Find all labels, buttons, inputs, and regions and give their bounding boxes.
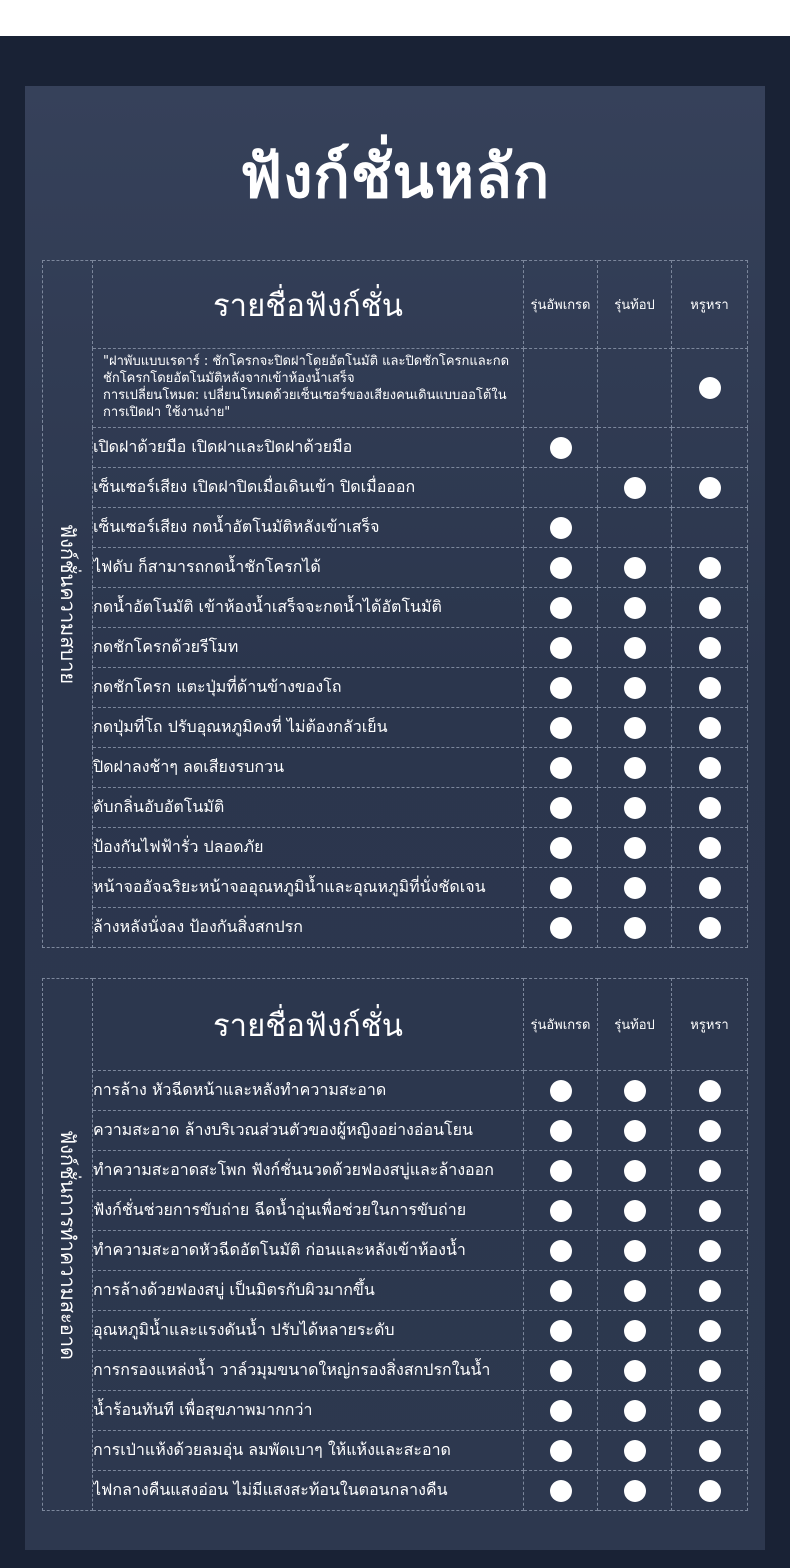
available-dot-icon <box>624 1160 646 1182</box>
feature-availability-cell <box>672 1471 748 1511</box>
feature-availability-cell <box>524 349 598 428</box>
available-dot-icon <box>699 677 721 699</box>
function-list-header: รายชื่อฟังก์ชั่น <box>93 261 524 349</box>
feature-availability-cell <box>598 1471 672 1511</box>
feature-availability-cell <box>598 908 672 948</box>
available-dot-icon <box>624 1240 646 1262</box>
table-row <box>43 1311 748 1351</box>
feature-availability-cell <box>598 668 672 708</box>
table-row <box>43 828 748 868</box>
table-row <box>43 1191 748 1231</box>
luxury-model-header: หรูหรา <box>672 979 748 1071</box>
feature-availability-cell <box>524 548 598 588</box>
available-dot-icon <box>699 717 721 739</box>
feature-availability-cell <box>524 748 598 788</box>
feature-availability-cell <box>672 1151 748 1191</box>
feature-availability-cell <box>524 588 598 628</box>
side-category-label: ฟังก์ชั่นความสบาย <box>55 523 80 685</box>
table-row <box>43 908 748 948</box>
side-category-cell <box>43 979 93 1511</box>
feature-availability-cell <box>524 1471 598 1511</box>
available-dot-icon <box>624 477 646 499</box>
table-row <box>43 428 748 468</box>
table-row <box>43 588 748 628</box>
feature-availability-cell <box>672 708 748 748</box>
feature-availability-cell <box>524 1351 598 1391</box>
feature-availability-cell <box>524 668 598 708</box>
feature-availability-cell <box>672 588 748 628</box>
available-dot-icon <box>624 917 646 939</box>
feature-availability-cell <box>598 788 672 828</box>
available-dot-icon <box>699 1160 721 1182</box>
feature-availability-cell <box>524 788 598 828</box>
feature-availability-cell <box>524 1231 598 1271</box>
feature-name: น้ำร้อนทันที เพื่อสุขภาพมากกว่า <box>93 1391 524 1431</box>
table-row <box>43 1111 748 1151</box>
available-dot-icon <box>550 1320 572 1342</box>
available-dot-icon <box>624 557 646 579</box>
feature-availability-cell <box>598 1311 672 1351</box>
feature-availability-cell <box>598 1111 672 1151</box>
available-dot-icon <box>550 1240 572 1262</box>
available-dot-icon <box>699 557 721 579</box>
available-dot-icon <box>624 877 646 899</box>
available-dot-icon <box>550 517 572 539</box>
available-dot-icon <box>550 1400 572 1422</box>
feature-availability-cell <box>672 1391 748 1431</box>
table-row <box>43 349 748 428</box>
feature-availability-cell <box>598 1391 672 1431</box>
available-dot-icon <box>699 637 721 659</box>
feature-name: อุณหภูมิน้ำและแรงดันน้ำ ปรับได้หลายระดับ <box>93 1311 524 1351</box>
feature-name: ปิดฝาลงช้าๆ ลดเสียงรบกวน <box>93 748 524 788</box>
feature-availability-cell <box>672 1191 748 1231</box>
available-dot-icon <box>550 1160 572 1182</box>
available-dot-icon <box>699 477 721 499</box>
feature-availability-cell <box>598 1151 672 1191</box>
feature-availability-cell <box>598 828 672 868</box>
feature-availability-cell <box>598 708 672 748</box>
available-dot-icon <box>550 637 572 659</box>
feature-availability-cell <box>598 349 672 428</box>
feature-name: ทำความสะอาดสะโพก ฟังก์ชั่นนวดด้วยฟองสบู่และล้างออก <box>93 1151 524 1191</box>
feature-availability-cell <box>524 628 598 668</box>
feature-availability-cell <box>672 628 748 668</box>
available-dot-icon <box>550 1200 572 1222</box>
table-row <box>43 1231 748 1271</box>
feature-availability-cell <box>524 1111 598 1151</box>
feature-availability-cell <box>672 1231 748 1271</box>
table-row <box>43 468 748 508</box>
available-dot-icon <box>699 1200 721 1222</box>
feature-name: การล้าง หัวฉีดหน้าและหลังทำความสะอาด <box>93 1071 524 1111</box>
side-category-cell <box>43 261 93 948</box>
available-dot-icon <box>624 1280 646 1302</box>
feature-name: ดับกลิ่นอับอัตโนมัติ <box>93 788 524 828</box>
top-model-header: รุ่นท้อป <box>598 979 672 1071</box>
feature-availability-cell <box>672 788 748 828</box>
available-dot-icon <box>550 1120 572 1142</box>
feature-availability-cell <box>598 1231 672 1271</box>
available-dot-icon <box>550 1360 572 1382</box>
feature-availability-cell <box>598 1271 672 1311</box>
available-dot-icon <box>550 557 572 579</box>
available-dot-icon <box>699 757 721 779</box>
table-row <box>43 668 748 708</box>
feature-name: กดชักโครก แตะปุ่มที่ด้านข้างของโถ <box>93 668 524 708</box>
available-dot-icon <box>624 1200 646 1222</box>
feature-availability-cell <box>672 548 748 588</box>
available-dot-icon <box>624 1440 646 1462</box>
available-dot-icon <box>699 1280 721 1302</box>
available-dot-icon <box>699 1440 721 1462</box>
available-dot-icon <box>550 877 572 899</box>
feature-availability-cell <box>672 868 748 908</box>
comfort-function-table <box>42 260 748 948</box>
feature-availability-cell <box>598 1431 672 1471</box>
feature-availability-cell <box>672 668 748 708</box>
feature-availability-cell <box>524 1191 598 1231</box>
feature-availability-cell <box>598 1071 672 1111</box>
available-dot-icon <box>624 597 646 619</box>
available-dot-icon <box>550 1280 572 1302</box>
available-dot-icon <box>699 1320 721 1342</box>
feature-availability-cell <box>672 1111 748 1151</box>
feature-name: การล้างด้วยฟองสบู่ เป็นมิตรกับผิวมากขึ้น <box>93 1271 524 1311</box>
available-dot-icon <box>550 1080 572 1102</box>
feature-availability-cell <box>524 828 598 868</box>
feature-name: เซ็นเซอร์เสียง กดน้ำอัตโนมัติหลังเข้าเสร็จ <box>93 508 524 548</box>
feature-name: ป้องกันไฟฟ้ารั่ว ปลอดภัย <box>93 828 524 868</box>
feature-availability-cell <box>672 828 748 868</box>
available-dot-icon <box>624 1480 646 1502</box>
feature-name: กดน้ำอัตโนมัติ เข้าห้องน้ำเสร็จจะกดน้ำได้อัตโนมัติ <box>93 588 524 628</box>
feature-availability-cell <box>524 508 598 548</box>
feature-name: การกรองแหล่งน้ำ วาล์วมุมขนาดใหญ่กรองสิ่งสกปรกในน้ำ <box>93 1351 524 1391</box>
available-dot-icon <box>699 597 721 619</box>
available-dot-icon <box>624 677 646 699</box>
available-dot-icon <box>699 877 721 899</box>
available-dot-icon <box>550 437 572 459</box>
available-dot-icon <box>699 1080 721 1102</box>
available-dot-icon <box>624 837 646 859</box>
table-header-row <box>43 979 748 1071</box>
available-dot-icon <box>624 1080 646 1102</box>
table-row <box>43 788 748 828</box>
feature-availability-cell <box>598 428 672 468</box>
feature-availability-cell <box>524 1391 598 1431</box>
feature-availability-cell <box>672 468 748 508</box>
feature-availability-cell <box>598 548 672 588</box>
available-dot-icon <box>699 1400 721 1422</box>
feature-name: การเป่าแห้งด้วยลมอุ่น ลมพัดเบาๆ ให้แห้งและสะอาด <box>93 1431 524 1471</box>
available-dot-icon <box>550 717 572 739</box>
upgrade-model-header: รุ่นอัพเกรด <box>524 261 598 349</box>
feature-availability-cell <box>524 1071 598 1111</box>
feature-availability-cell <box>598 508 672 548</box>
feature-name: หน้าจออัจฉริยะหน้าจออุณหภูมิน้ำและอุณหภูมิที่นั่งชัดเจน <box>93 868 524 908</box>
cleaning-function-table <box>42 978 748 1511</box>
available-dot-icon <box>550 797 572 819</box>
feature-availability-cell <box>672 349 748 428</box>
available-dot-icon <box>699 1360 721 1382</box>
feature-availability-cell <box>524 1271 598 1311</box>
function-list-header: รายชื่อฟังก์ชั่น <box>93 979 524 1071</box>
available-dot-icon <box>624 717 646 739</box>
available-dot-icon <box>699 917 721 939</box>
luxury-model-header: หรูหรา <box>672 261 748 349</box>
feature-availability-cell <box>672 1311 748 1351</box>
available-dot-icon <box>699 377 721 399</box>
feature-availability-cell <box>598 468 672 508</box>
table-row <box>43 1151 748 1191</box>
table-row <box>43 748 748 788</box>
table-header-row <box>43 261 748 349</box>
feature-name: กดปุ่มที่โถ ปรับอุณหภูมิคงที่ ไม่ต้องกลัวเย็น <box>93 708 524 748</box>
available-dot-icon <box>550 597 572 619</box>
feature-name: ไฟดับ ก็สามารถกดน้ำชักโครกได้ <box>93 548 524 588</box>
feature-availability-cell <box>524 1311 598 1351</box>
feature-availability-cell <box>672 1431 748 1471</box>
feature-availability-cell <box>598 748 672 788</box>
table-row <box>43 548 748 588</box>
feature-name: ไฟกลางคืนแสงอ่อน ไม่มีแสงสะท้อนในตอนกลางคืน <box>93 1471 524 1511</box>
feature-availability-cell <box>524 1151 598 1191</box>
available-dot-icon <box>624 637 646 659</box>
table-row <box>43 708 748 748</box>
table-row <box>43 628 748 668</box>
available-dot-icon <box>550 1440 572 1462</box>
available-dot-icon <box>624 797 646 819</box>
feature-name: กดชักโครกด้วยรีโมท <box>93 628 524 668</box>
feature-availability-cell <box>598 588 672 628</box>
table-row <box>43 1271 748 1311</box>
available-dot-icon <box>550 917 572 939</box>
feature-name: เปิดฝาด้วยมือ เปิดฝาและปิดฝาด้วยมือ <box>93 428 524 468</box>
feature-availability-cell <box>672 428 748 468</box>
table-row <box>43 1471 748 1511</box>
table-row <box>43 508 748 548</box>
available-dot-icon <box>624 1400 646 1422</box>
table-row <box>43 1071 748 1111</box>
feature-availability-cell <box>524 868 598 908</box>
table-row <box>43 868 748 908</box>
feature-availability-cell <box>524 1431 598 1471</box>
feature-availability-cell <box>672 1071 748 1111</box>
top-model-header: รุ่นท้อป <box>598 261 672 349</box>
feature-availability-cell <box>598 1191 672 1231</box>
available-dot-icon <box>550 677 572 699</box>
available-dot-icon <box>699 1240 721 1262</box>
feature-name: ความสะอาด ล้างบริเวณส่วนตัวของผู้หญิงอย่างอ่อนโยน <box>93 1111 524 1151</box>
available-dot-icon <box>699 797 721 819</box>
page-title: ฟังก์ชั่นหลัก <box>239 142 551 212</box>
available-dot-icon <box>550 757 572 779</box>
available-dot-icon <box>624 1360 646 1382</box>
table-row <box>43 1351 748 1391</box>
feature-availability-cell <box>524 908 598 948</box>
feature-availability-cell <box>672 908 748 948</box>
feature-availability-cell <box>524 468 598 508</box>
feature-availability-cell <box>598 1351 672 1391</box>
feature-availability-cell <box>598 868 672 908</box>
side-category-label: ฟังก์ชั่นการทำความสะอาด <box>55 1129 80 1360</box>
feature-availability-cell <box>598 628 672 668</box>
available-dot-icon <box>624 757 646 779</box>
feature-availability-cell <box>672 1271 748 1311</box>
available-dot-icon <box>699 1120 721 1142</box>
feature-availability-cell <box>672 748 748 788</box>
feature-name: ฟังก์ชั่นช่วยการขับถ่าย ฉีดน้ำอุ่นเพื่อช่วยในการขับถ่าย <box>93 1191 524 1231</box>
feature-name: "ฝาพับแบบเรดาร์ : ชักโครกจะปิดฝาโดยอัตโนมัติ และปิดชักโครกและกดชักโครกโดยอัตโนมัติหลังจากเข้าห้องน้ำเสร็จ การเปลี่ยนโหมด: เปลี่ยนโหมดด้วยเซ็นเซอร์ของเสียงคนเดินแบบออโต้ในการเปิดฝา ใช้งานง่าย" <box>93 349 524 428</box>
available-dot-icon <box>699 1480 721 1502</box>
available-dot-icon <box>624 1320 646 1342</box>
feature-availability-cell <box>524 428 598 468</box>
table-row <box>43 1391 748 1431</box>
available-dot-icon <box>550 1480 572 1502</box>
table-row <box>43 1431 748 1471</box>
available-dot-icon <box>699 837 721 859</box>
feature-availability-cell <box>672 1351 748 1391</box>
upgrade-model-header: รุ่นอัพเกรด <box>524 979 598 1071</box>
feature-name: ทำความสะอาดหัวฉีดอัตโนมัติ ก่อนและหลังเข้าห้องน้ำ <box>93 1231 524 1271</box>
feature-availability-cell <box>672 508 748 548</box>
feature-name: เซ็นเซอร์เสียง เปิดฝาปิดเมื่อเดินเข้า ปิดเมื่อออก <box>93 468 524 508</box>
available-dot-icon <box>550 837 572 859</box>
available-dot-icon <box>624 1120 646 1142</box>
feature-availability-cell <box>524 708 598 748</box>
feature-name: ล้างหลังนั่งลง ป้องกันสิ่งสกปรก <box>93 908 524 948</box>
